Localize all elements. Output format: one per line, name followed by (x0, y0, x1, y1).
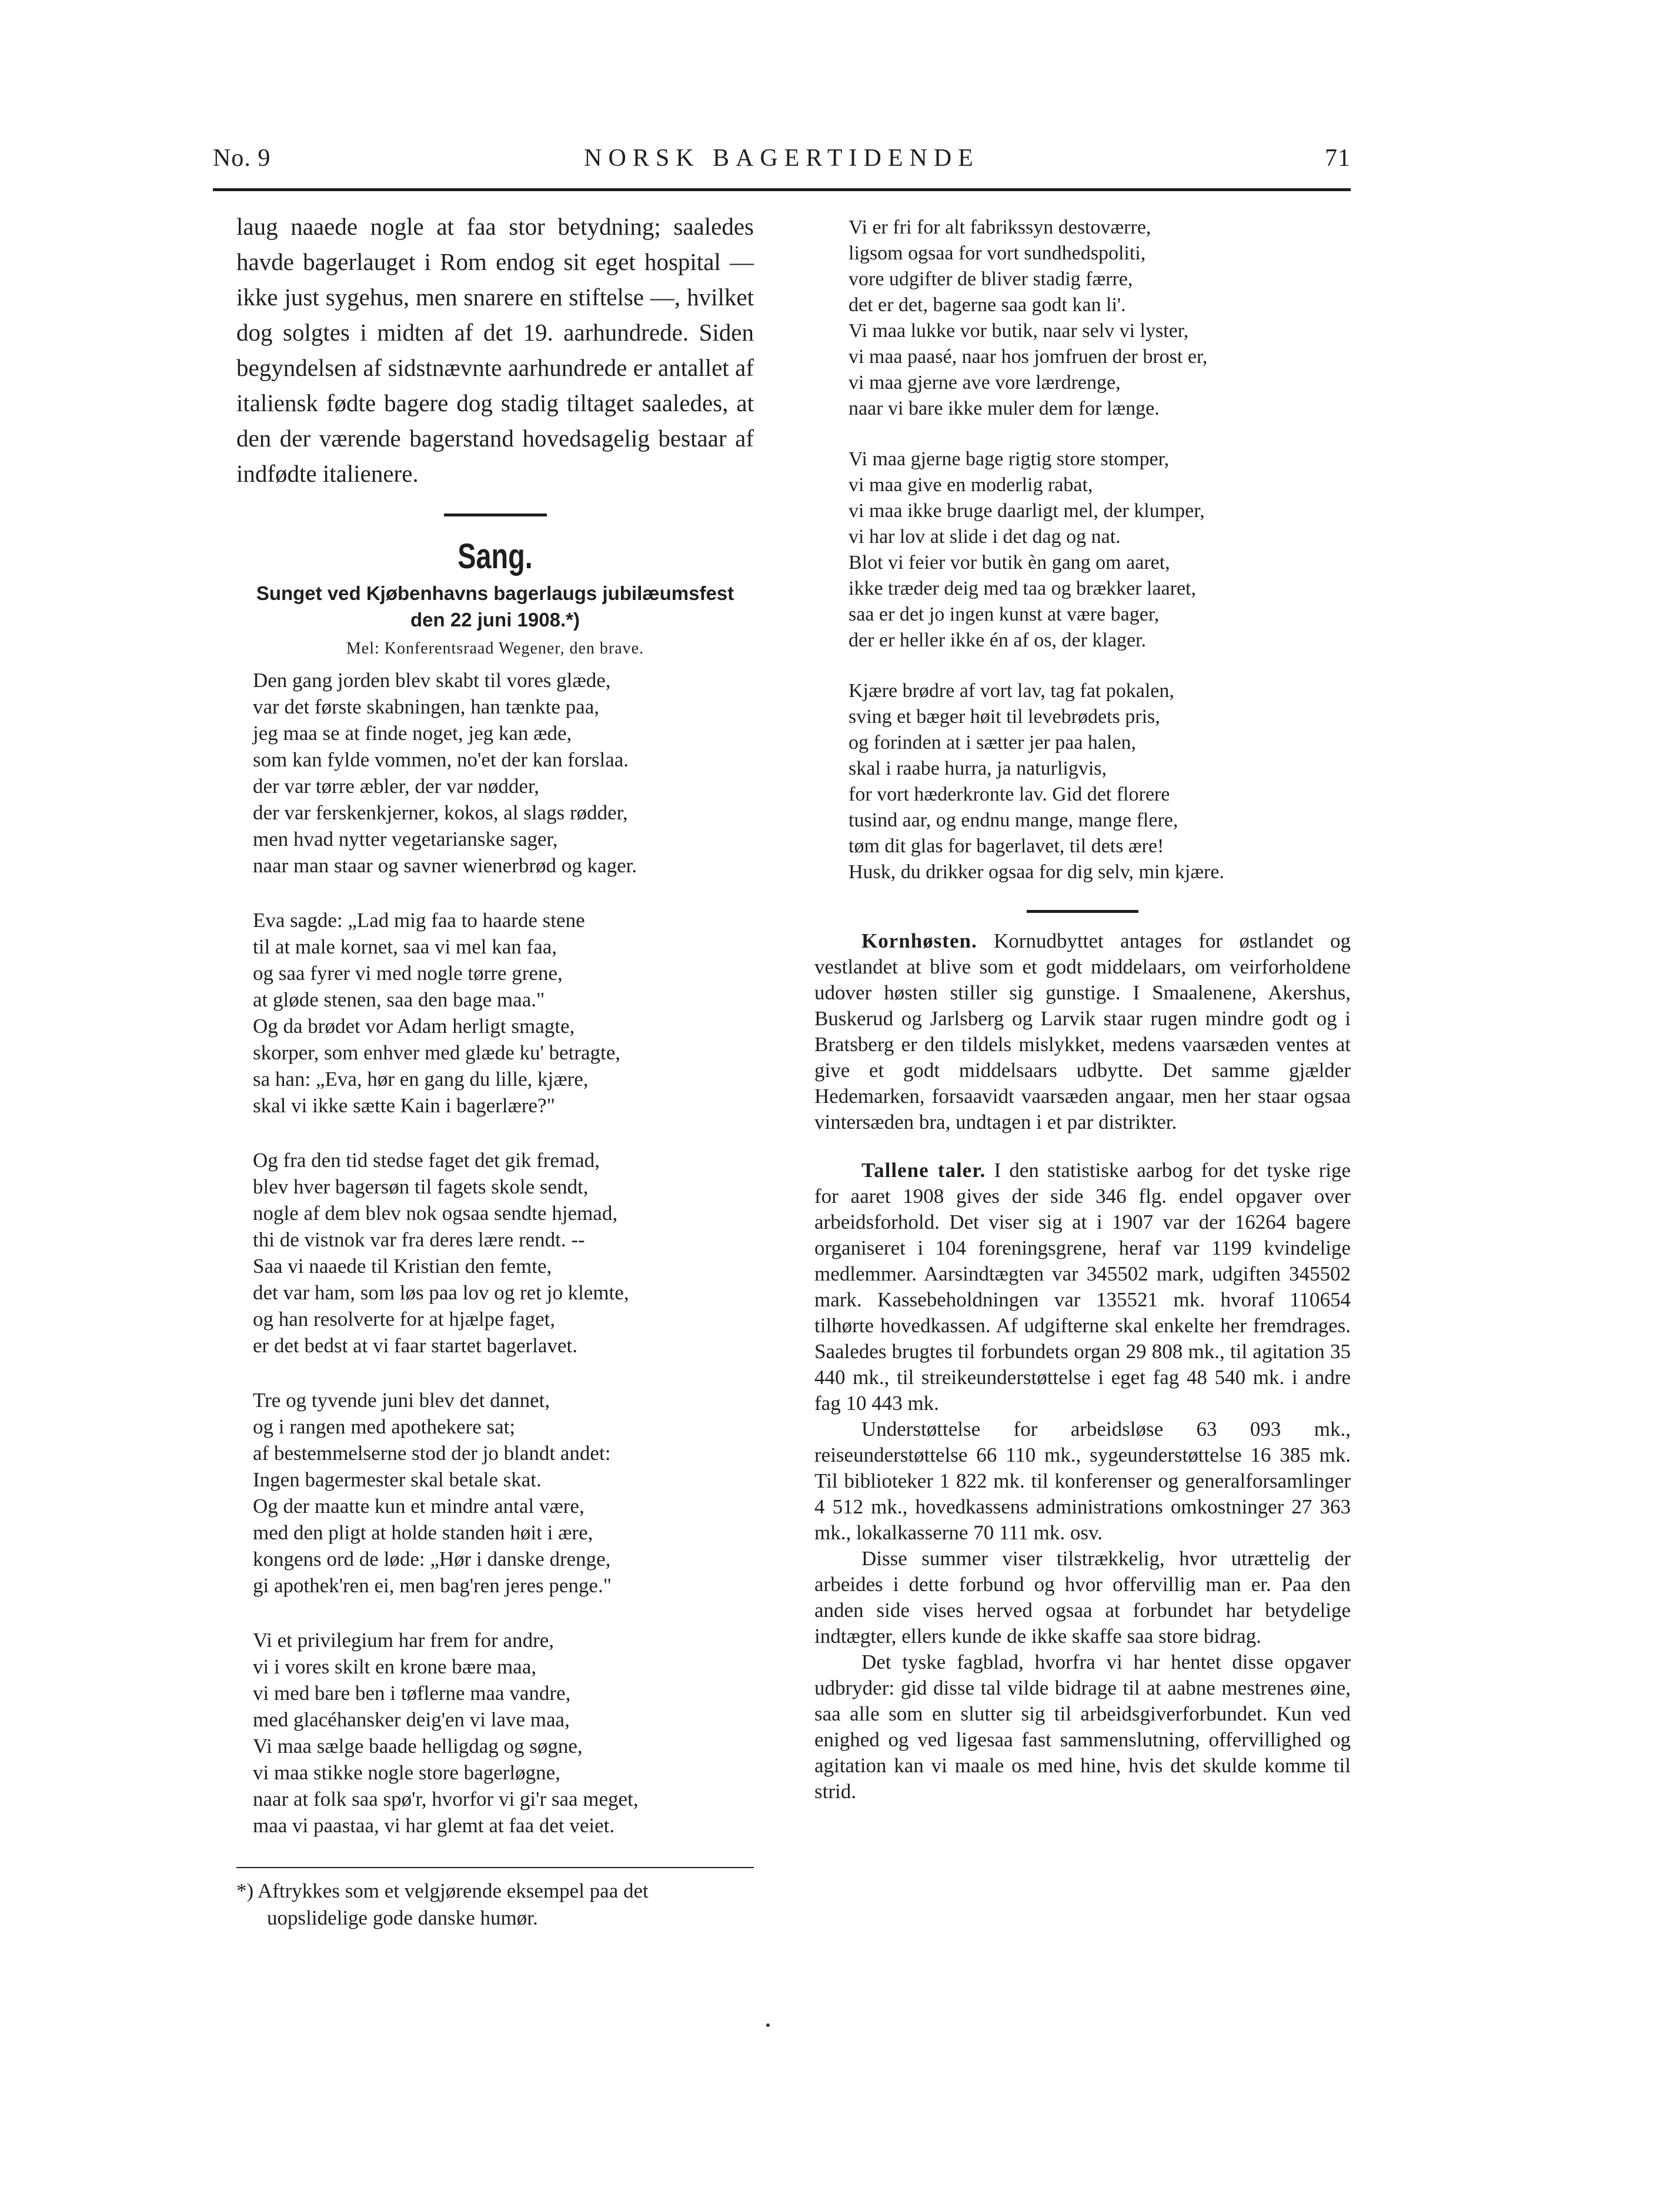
verse-line: Vi er fri for alt fabrikssyn destoværre, (849, 216, 1151, 238)
article-heading: Tallene taler. (861, 1159, 986, 1182)
publication-title: NORSK BAGERTIDENDE (584, 145, 980, 172)
verse-line: thi de vistnok var fra deres lære rendt. -- (253, 1228, 585, 1251)
verse-line: vore udgifter de bliver stadig færre, (849, 268, 1133, 290)
verse-line: Og da brødet vor Adam herligt smagte, (253, 1015, 575, 1038)
verse-line: og forinden at i sætter jer paa halen, (849, 732, 1137, 753)
verse-line: det var ham, som løs paa lov og ret jo klemte, (253, 1281, 629, 1304)
verse-line: naar vi bare ikke muler dem for længe. (849, 398, 1160, 419)
verse-line: til at male kornet, saa vi mel kan faa, (253, 935, 557, 958)
verse-line: Vi et privilegium har frem for andre, (253, 1629, 555, 1652)
verse-line: gi apothek'ren ei, men bag'ren jeres penge." (253, 1574, 612, 1597)
verse-line: maa vi paastaa, vi har glemt at faa det veiet. (253, 1814, 615, 1837)
verse-line: sa han: „Eva, hør en gang du lille, kjære, (253, 1068, 589, 1091)
verse-line: skorper, som enhver med glæde ku' betragte, (253, 1041, 621, 1064)
verse-line: blev hver bagersøn til fagets skole sendt, (253, 1175, 589, 1198)
verse-line: Saa vi naaede til Kristian den femte, (253, 1255, 552, 1278)
song-title: Sang. (457, 536, 533, 576)
verse-line: vi maa stikke nogle store bagerløgne, (253, 1761, 560, 1784)
verse-line: og saa fyrer vi med nogle tørre grene, (253, 962, 563, 985)
verse-line: ligsom ogsaa for vort sundhedspoliti, (849, 242, 1146, 264)
verse (253, 907, 754, 1119)
article-body: Kornudbyttet antages for østlandet og vestlandet at blive som et godt middelaars, om veirforholdene udover høsten stiller sig gunstige. I Smaalenene, Akershus, Buskerud og Jarlsberg og Larvik staar rugen mindre godt og i Bratsberg er den tildels mislykket, medens vaarsæden ventes at give et godt middelsaars udbytte. Det samme gjælder Hedemarken, forsaavidt vaarsæden angaar, men her staar ogsaa vintersæden bra, undtagen i et par distrikter. (814, 929, 1351, 1133)
article-paragraph: Understøttelse for arbeidsløse 63 093 mk., reiseunderstøttelse 66 110 mk., sygeunderstøttelse 16 385 mk. Til biblioteker 1 822 mk. til konferenser og generalforsamlinger 4 512 mk., hovedkassens administrations omkostninger 27 363 mk., lokalkasserne 70 111 mk. osv. (814, 1418, 1351, 1544)
verse (849, 678, 1351, 885)
verse-line: kongens ord de løde: „Hør i danske drenge, (253, 1548, 611, 1571)
running-header (213, 144, 1351, 179)
verse-line: Vi maa sælge baade helligdag og søgne, (253, 1735, 583, 1758)
verse-line: Vi maa lukke vor butik, naar selv vi lyster, (849, 320, 1189, 342)
page-number: 71 (1325, 145, 1351, 172)
verse-line: vi maa give en moderlig rabat, (849, 474, 1093, 496)
article-heading: Kornhøsten. (861, 929, 977, 952)
verse-line: Og fra den tid stedse faget det gik fremad, (253, 1149, 600, 1172)
verse-line: med den pligt at holde standen høit i ære, (253, 1521, 593, 1544)
verse-line: med glacéhansker deig'en vi lave maa, (253, 1708, 570, 1731)
verse-line: af bestemmelserne stod der jo blandt andet: (253, 1442, 611, 1465)
article-tallene (814, 1158, 1351, 1416)
song-verses-right (814, 215, 1351, 885)
verse-line: saa er det jo ingen kunst at være bager, (849, 603, 1160, 625)
right-column (814, 215, 1351, 1805)
verse-line: Den gang jorden blev skabt til vores glæde, (253, 669, 611, 692)
article-body: I den statistiske aarbog for det tyske rige for aaret 1908 gives der side 346 flg. endel opgaver over arbeidsforhold. Det viser sig at i 1907 var der 16264 bagere organiseret i 104 foreningsgrene, heraf var 1199 kvindelige medlemmer. Aarsindtægten var 345502 mark, udgiften 345502 mark. Kassebeholdningen var 135521 mk. hvoraf 110654 tilhørte hovedkassen. Af udgifterne skal enkelte her fremdrages. Saaledes brugtes til forbundets organ 29 808 mk., til agitation 35 440 mk., til streikeunderstøttelse i eget fag 48 540 mk. i andre fag 10 443 mk. (814, 1159, 1351, 1415)
verse-line: og han resolverte for at hjælpe faget, (253, 1308, 556, 1331)
left-column (236, 209, 754, 1932)
verse (849, 215, 1351, 422)
verse-line: at gløde stenen, saa den bage maa." (253, 988, 545, 1011)
article-paragraph: Det tyske fagblad, hvorfra vi har hentet disse opgaver udbryder: gid disse tal vilde bidrage til at aabne mestrenes øine, saa alle som en slutter sig til arbeidsgiverforbundet. Kun ved enighed og ved ligesaa fast sammenslutning, offervillighed og agitation kan vi maale os med hine, hvis det skulde komme til strid. (814, 1651, 1351, 1803)
verse-line: Kjære brødre af vort lav, tag fat pokalen, (849, 680, 1174, 702)
verse-line: vi har lov at slide i det dag og nat. (849, 526, 1121, 548)
footnote (236, 1867, 754, 1932)
verse (849, 446, 1351, 653)
verse-line: naar man staar og savner wienerbrød og kager. (253, 854, 637, 877)
article-kornhosten (814, 928, 1351, 1135)
verse (253, 1147, 754, 1359)
verse-line: der var tørre æbler, der var nødder, (253, 775, 539, 798)
issue-number: No. 9 (213, 145, 271, 172)
verse-line: jeg maa se at finde noget, jeg kan æde, (253, 722, 572, 745)
verse-line: naar at folk saa spø'r, hvorfor vi gi'r saa meget, (253, 1788, 639, 1810)
song-verses-left (236, 667, 754, 1839)
section-divider (1027, 910, 1138, 913)
verse (253, 667, 754, 879)
verse-line: Husk, du drikker ogsaa for dig selv, min kjære. (849, 861, 1224, 883)
verse-line: skal vi ikke sætte Kain i bagerlære?" (253, 1094, 555, 1117)
print-speck (766, 2023, 770, 2027)
intro-paragraph: laug naaede nogle at faa stor betydning; saaledes havde bagerlauget i Rom endog sit eget hospital — ikke just sygehus, men snarere en stiftelse —, hvilket dog solgtes i midten af det 19. aarhundrede. Siden begyndelsen af sidstnævnte aarhundrede er antallet af italiensk fødte bagere dog stadig tiltaget saaledes, at den der værende bagerstand hovedsagelig bestaar af indfødte italienere. (236, 213, 754, 487)
verse-line: som kan fylde vommen, no'et der kan forslaa. (253, 748, 629, 771)
verse-line: nogle af dem blev nok ogsaa sendte hjemad, (253, 1202, 618, 1225)
verse-line: sving et bæger høit til levebrødets pris, (849, 706, 1160, 728)
verse-line: Tre og tyvende juni blev det dannet, (253, 1389, 550, 1412)
verse-line: er det bedst at vi faar startet bagerlavet. (253, 1334, 577, 1357)
verse-line: tøm dit glas for bagerlavet, til dets ære! (849, 835, 1164, 857)
verse-line: vi maa gjerne ave vore lærdrenge, (849, 372, 1121, 394)
verse (253, 1387, 754, 1599)
article-paragraph: Disse summer viser tilstrækkelig, hvor utrættelig der arbeides i dette forbund og hvor offervillig man er. Paa den anden side vises herved ogsaa at forbundet har betydelige indtægter, ellers kunde de ikke skaffe saa store bidrag. (814, 1547, 1351, 1648)
verse-line: vi maa paasé, naar hos jomfruen der brost er, (849, 346, 1208, 368)
verse-line: tusind aar, og endnu mange, mange flere, (849, 809, 1178, 831)
verse-line: Eva sagde: „Lad mig faa to haarde stene (253, 909, 585, 932)
verse-line: det er det, bagerne saa godt kan li'. (849, 294, 1126, 316)
header-rule (213, 188, 1351, 191)
verse-line: Blot vi feier vor butik èn gang om aaret, (849, 552, 1170, 573)
verse-line: ikke træder deig med taa og brækker laaret, (849, 578, 1196, 599)
verse-line: skal i raabe hurra, ja naturligvis, (849, 758, 1107, 779)
verse-line: var det første skabningen, han tænkte paa, (253, 695, 599, 718)
verse-line: Ingen bagermester skal betale skat. (253, 1468, 542, 1491)
verse-line: vi i vores skilt en krone bære maa, (253, 1655, 537, 1678)
section-divider (444, 514, 547, 516)
verse-line: vi maa ikke bruge daarligt mel, der klumper, (849, 500, 1205, 522)
verse-line: der var ferskenkjerner, kokos, al slags rødder, (253, 801, 628, 824)
verse-line: vi med bare ben i tøflerne maa vandre, (253, 1682, 571, 1705)
song-subtitle: Sunget ved Kjøbenhavns bagerlaugs jubilæumsfest den 22 juni 1908.*) (256, 582, 734, 631)
verse-line: Vi maa gjerne bage rigtig store stomper, (849, 448, 1170, 470)
verse-line: for vort hæderkronte lav. Gid det florere (849, 783, 1170, 805)
footnote-text: *) Aftrykkes som et velgjørende eksempel paa det uopslidelige gode danske humør. (236, 1879, 649, 1929)
verse-line: Og der maatte kun et mindre antal være, (253, 1495, 585, 1518)
verse (253, 1627, 754, 1839)
verse-line: og i rangen med apothekere sat; (253, 1415, 516, 1438)
song-melody: Mel: Konferentsraad Wegener, den brave. (346, 639, 644, 658)
verse-line: der er heller ikke én af os, der klager. (849, 629, 1146, 651)
verse-line: men hvad nytter vegetarianske sager, (253, 828, 558, 851)
